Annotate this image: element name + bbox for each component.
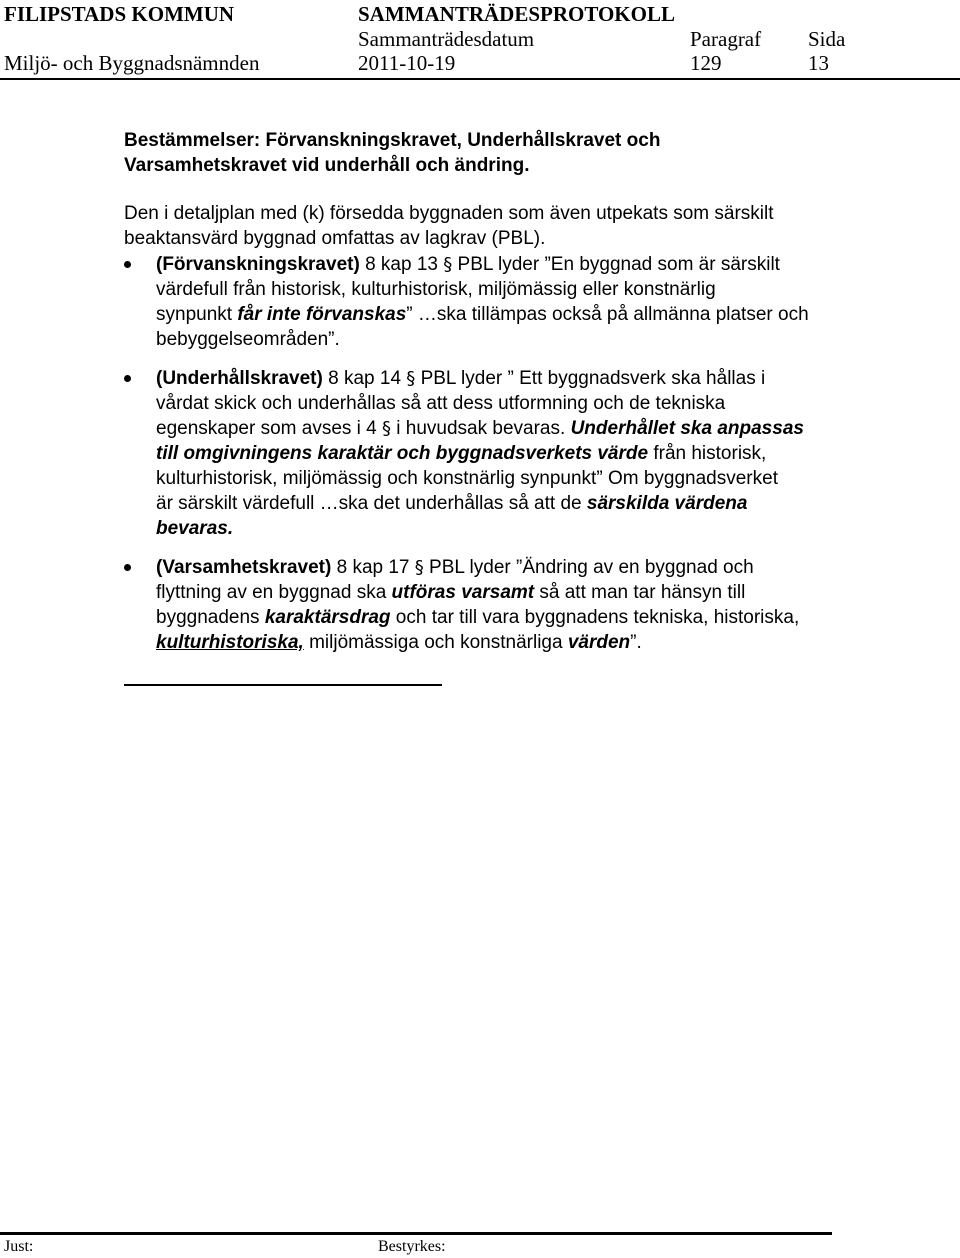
intro-line-1: Den i detaljplan med (k) försedda byggnaden som även utpekats som särskilt — [124, 203, 774, 224]
sida-label: Sida — [808, 27, 846, 51]
bullet-line: kulturhistorisk, miljömässig och konstnärlig synpunkt” Om byggnadsverket — [156, 468, 778, 489]
footer-divider — [0, 1232, 832, 1235]
committee-name: Miljö- och Byggnadsnämnden — [4, 51, 260, 75]
bullet-line: till omgivningens karaktär och byggnadsverkets värde från historisk, — [156, 443, 767, 464]
bullet-line: flyttning av en byggnad ska utföras varsamt så att man tar hänsyn till — [156, 582, 746, 603]
paragraf-label: Paragraf — [690, 27, 762, 51]
bullet-icon — [124, 261, 131, 268]
bullet-line: värdefull från historisk, kulturhistorisk, miljömässig eller konstnärlig — [156, 279, 716, 300]
bullet-line: (Underhållskravet) 8 kap 14 § PBL lyder ” Ett byggnadsverk ska hållas i — [156, 368, 766, 389]
header-divider — [0, 78, 960, 80]
end-rule — [124, 684, 442, 686]
bullet-line: (Förvanskningskravet) 8 kap 13 § PBL lyder ”En byggnad som är särskilt — [156, 254, 780, 275]
bullet-line: kulturhistoriska, miljömässiga och konstnärliga värden”. — [156, 632, 642, 653]
bullet-line: byggnadens karaktärsdrag och tar till vara byggnadens tekniska, historiska, — [156, 607, 800, 628]
bullet-line: egenskaper som avses i 4 § i huvudsak bevaras. Underhållet ska anpassas — [156, 418, 804, 439]
bullet-line: synpunkt får inte förvanskas” …ska tillämpas också på allmänna platser och — [156, 304, 809, 325]
bullet-icon — [124, 564, 131, 571]
bullet-icon — [124, 375, 131, 382]
bestyrkes-label: Bestyrkes: — [378, 1238, 446, 1255]
heading-line-2: Varsamhetskravet vid underhåll och ändring. — [124, 155, 530, 176]
paragraf-number: 129 — [690, 51, 722, 75]
meeting-date: 2011-10-19 — [358, 51, 456, 75]
date-label: Sammanträdesdatum — [358, 27, 535, 51]
document-type: SAMMANTRÄDESPROTOKOLL — [358, 2, 675, 26]
org-name: FILIPSTADS KOMMUN — [4, 2, 235, 26]
justerare-label: Just: — [4, 1238, 34, 1255]
page-number: 13 — [808, 51, 829, 75]
intro-line-2: beaktansvärd byggnad omfattas av lagkrav (PBL). — [124, 228, 546, 249]
bullet-line: bebyggelseområden”. — [156, 329, 340, 350]
heading-line-1: Bestämmelser: Förvanskningskravet, Underhållskravet och — [124, 130, 661, 151]
bullet-line: bevaras. — [156, 518, 234, 539]
bullet-line: är särskilt värdefull …ska det underhållas så att de särskilda värdena — [156, 493, 748, 514]
bullet-line: vårdat skick och underhållas så att dess utformning och de tekniska — [156, 393, 726, 414]
bullet-line: (Varsamhetskravet) 8 kap 17 § PBL lyder ”Ändring av en byggnad och — [156, 557, 754, 578]
